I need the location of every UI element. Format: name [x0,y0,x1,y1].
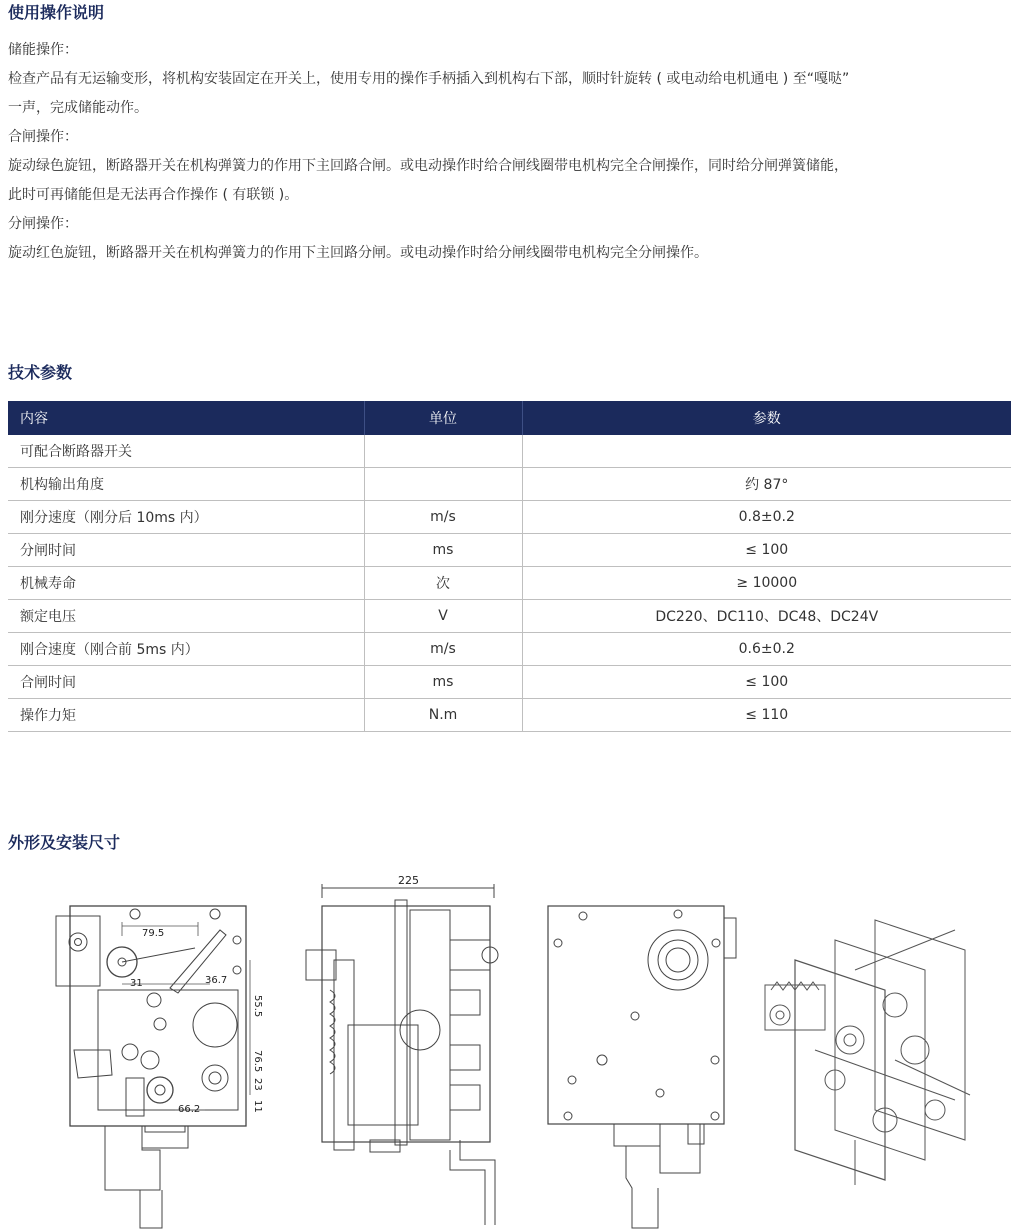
usage-line: 分闸操作： [8,216,78,232]
usage-line: 一声，完成储能动作。 [8,100,148,116]
dim-23: 23 [252,1078,263,1091]
cell-item: 机械寿命 [8,567,364,600]
header-param: 参数 [522,401,1011,435]
usage-line: 旋动红色旋钮，断路器开关在机构弹簧力的作用下主回路分闸。或电动操作时给分闸线圈带电机构完全分闸操作。 [8,245,708,261]
usage-line: 此时可再储能但是无法再合作操作 ( 有联锁 )。 [8,187,299,203]
cell-item: 合闸时间 [8,666,364,699]
side-view-drawing [300,870,510,1230]
cell-item: 额定电压 [8,600,364,633]
table-row [8,633,1011,666]
usage-line: 合闸操作： [8,129,78,145]
cell-value: ≥ 10000 [522,567,1011,600]
dims-title: 外形及安装尺寸 [8,833,121,852]
cell-unit: m/s [364,633,522,666]
cell-unit: V [364,600,522,633]
cell-unit: ms [364,666,522,699]
rear-view-drawing [540,898,750,1230]
cell-item: 可配合断路器开关 [8,435,364,468]
cell-unit: N.m [364,699,522,732]
usage-title: 使用操作说明 [8,3,105,22]
tech-params-table [8,401,1011,732]
cell-unit: m/s [364,501,522,534]
cell-value: ≤ 100 [522,666,1011,699]
cell-value: DC220、DC110、DC48、DC24V [522,600,1011,633]
table-row [8,534,1011,567]
cell-value: 0.6±0.2 [522,633,1011,666]
table-row [8,666,1011,699]
cell-item: 刚合速度（刚合前 5ms 内） [8,633,364,666]
header-content: 内容 [8,401,364,435]
cell-value: 约 87° [522,468,1011,501]
usage-line: 储能操作： [8,42,78,58]
cell-item: 刚分速度（刚分后 10ms 内） [8,501,364,534]
dim-31: 31 [130,978,143,989]
table-header-row [8,401,1011,435]
header-unit: 单位 [364,401,522,435]
cell-value [522,435,1011,468]
usage-text [8,36,1004,268]
dim-225: 225 [398,874,419,887]
table-row [8,600,1011,633]
dim-11: 11 [252,1100,263,1113]
table-row [8,435,1011,468]
isometric-view-drawing [755,910,980,1195]
cell-value: ≤ 100 [522,534,1011,567]
dim-36-7: 36.7 [205,975,228,986]
cell-value: ≤ 110 [522,699,1011,732]
table-row [8,699,1011,732]
cell-unit: ms [364,534,522,567]
dim-55-5: 55.5 [252,995,263,1018]
usage-line: 检查产品有无运输变形，将机构安装固定在开关上，使用专用的操作手柄插入到机构右下部，顺时针旋转 ( 或电动给电机通电 ) 至“嘎哒” [8,71,850,87]
table-row [8,468,1011,501]
table-row [8,567,1011,600]
tech-title: 技术参数 [8,363,73,382]
cell-item: 机构输出角度 [8,468,364,501]
cell-item: 操作力矩 [8,699,364,732]
dim-66-2: 66.2 [178,1104,201,1115]
usage-line: 旋动绿色旋钮，断路器开关在机构弹簧力的作用下主回路合闸。或电动操作时给合闸线圈带电机构完全合闸操作，同时给分闸弹簧储能， [8,158,848,174]
cell-unit [364,435,522,468]
dim-76-5: 76.5 [252,1050,263,1073]
cell-value: 0.8±0.2 [522,501,1011,534]
cell-unit [364,468,522,501]
front-view-drawing [50,900,280,1230]
cell-unit: 次 [364,567,522,600]
dim-79-5: 79.5 [142,928,165,939]
table-row [8,501,1011,534]
cell-item: 分闸时间 [8,534,364,567]
